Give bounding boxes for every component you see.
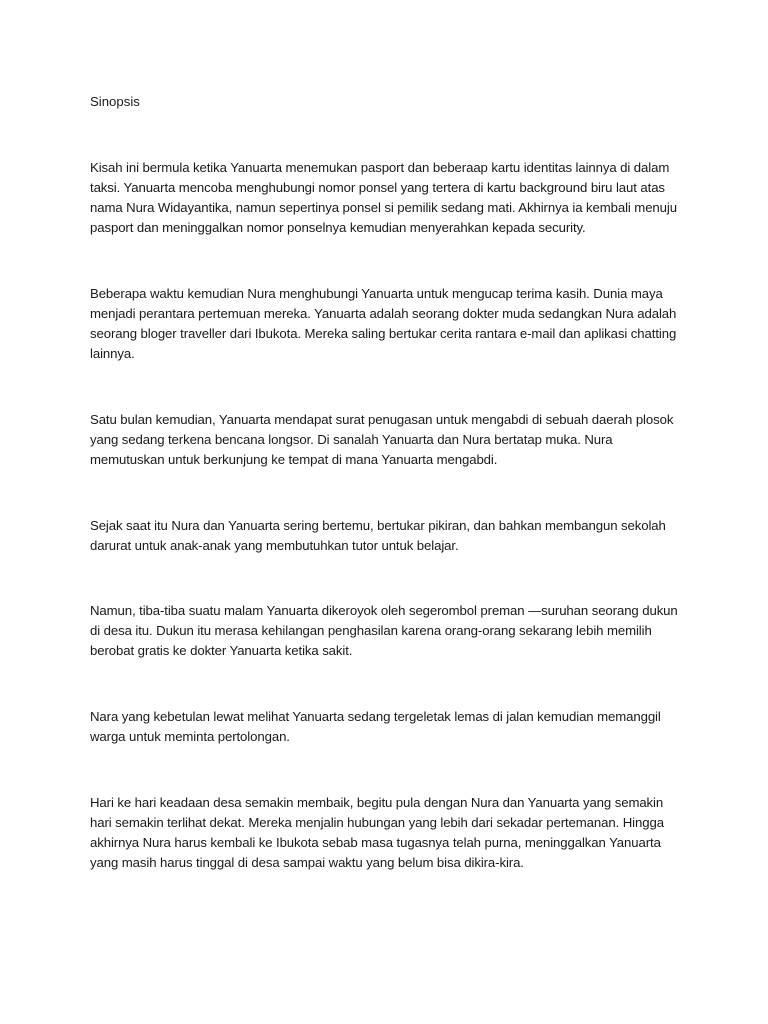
paragraph-2: Beberapa waktu kemudian Nura menghubungi Yanuarta untuk mengucap terima kasih. Dunia maya menjadi perantara pertemuan mereka. Yanuarta adalah seorang dokter muda sedangkan Nura adalah seorang bloger traveller dari Ibukota. Mereka saling bertukar cerita rantara e-mail dan aplikasi chatting lainnya. [90,286,677,361]
paragraph-5: Namun, tiba-tiba suatu malam Yanuarta dikeroyok oleh segerombol preman —suruhan seorang dukun di desa itu. Dukun itu merasa kehilangan penghasilan karena orang-orang sekarang lebih memilih berobat gratis ke dokter Yanuarta ketika sakit. [90,603,678,658]
paragraph-4: Sejak saat itu Nura dan Yanuarta sering bertemu, bertukar pikiran, dan bahkan membangun sekolah darurat untuk anak-anak yang membutuhkan tutor untuk belajar. [90,518,666,553]
paragraph-6: Nara yang kebetulan lewat melihat Yanuarta sedang tergeletak lemas di jalan kemudian memanggil warga untuk meminta pertolongan. [90,709,661,744]
paragraph-1: Kisah ini bermula ketika Yanuarta menemukan pasport dan beberaap kartu identitas lainnya di dalam taksi. Yanuarta mencoba menghubungi nomor ponsel yang tertera di kartu background biru laut atas nama Nura Widayantika, namun sepertinya ponsel si pemilik sedang mati. Akhirnya ia kembali menuju pasport dan meninggalkan nomor ponselnya kemudian menyerahkan kepada security. [90,160,677,235]
document-title: Sinopsis [90,94,140,109]
paragraph-3: Satu bulan kemudian, Yanuarta mendapat surat penugasan untuk mengabdi di sebuah daerah plosok yang sedang terkena bencana longsor. Di sanalah Yanuarta dan Nura bertatap muka. Nura memutuskan untuk berkunjung ke tempat di mana Yanuarta mengabdi. [90,412,674,467]
paragraph-7: Hari ke hari keadaan desa semakin membaik, begitu pula dengan Nura dan Yanuarta yang semakin hari semakin terlihat dekat. Mereka menjalin hubungan yang lebih dari sekadar pertemanan. Hingga akhirnya Nura harus kembali ke Ibukota sebab masa tugasnya telah purna, meninggalkan Yanuarta yang masih harus tinggal di desa sampai waktu yang belum bisa dikira-kira. [90,795,664,870]
